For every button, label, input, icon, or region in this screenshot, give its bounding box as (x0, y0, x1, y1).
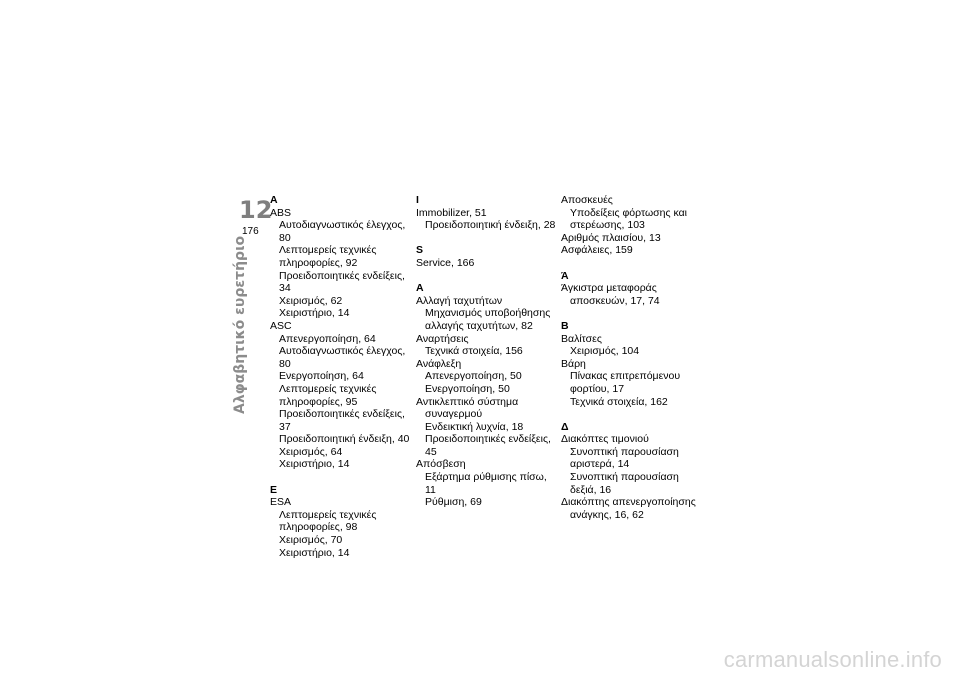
spacer (270, 471, 410, 484)
index-subentry: Εξάρτημα ρύθμισης πίσω, 11 (425, 471, 547, 496)
index-subentry: Αυτοδιαγνωστικός έλεγχος, 80 (279, 219, 406, 244)
index-letter: A (416, 282, 424, 295)
index-term: Service, 166 (416, 256, 475, 269)
index-term: Αλλαγή ταχυτήτων (416, 294, 503, 307)
index-subentry: Ρύθμιση, 69 (425, 496, 482, 509)
index-subentry: πληροφορίες, 98 (279, 521, 358, 534)
index-subentry: Συνοπτική παρουσίαση (570, 471, 679, 484)
spacer (416, 232, 556, 245)
index-letter: A (270, 194, 278, 206)
index-letter: I (416, 194, 419, 206)
index-subentry: πληροφορίες, 95 (279, 395, 358, 408)
index-subentry: συναγερμού (425, 408, 483, 421)
index-term: Αναρτήσεις (416, 332, 469, 345)
index-subentry: Χειρισμός, 62 (279, 294, 343, 307)
index-term: Βάρη (561, 357, 586, 370)
index-term: Αριθμός πλαισίου, 13 (561, 231, 661, 244)
index-subentry: Προειδοποιητικές ενδείξεις, 34 (279, 269, 405, 295)
index-subentry: Λεπτομερείς τεχνικές (279, 382, 377, 395)
index-subentry: Συνοπτική παρουσίαση (570, 445, 679, 458)
index-term: Απόσβεση (416, 458, 466, 471)
spacer (416, 270, 556, 283)
index-term: Ανάφλεξη (416, 357, 462, 370)
index-subentry: αριστερά, 14 (570, 458, 630, 471)
index-term: Διακόπτης απενεργοποίησης (561, 496, 696, 509)
index-subentry: Χειριστήριο, 14 (279, 307, 350, 320)
index-term: Βαλίτσες (561, 332, 602, 345)
index-term: ASC (270, 319, 292, 332)
index-letter: S (416, 244, 424, 257)
index-term: Ασφάλειες, 159 (561, 244, 633, 257)
index-column-3 (561, 194, 701, 521)
index-letter: Ά (561, 269, 569, 282)
spacer (561, 408, 701, 421)
index-subentry: Μηχανισμός υποβοήθησης (425, 307, 551, 320)
index-letter: B (561, 319, 569, 332)
index-subentry: Υποδείξεις φόρτωσης και (570, 206, 687, 219)
index-term: Αντικλεπτικό σύστημα (416, 395, 519, 408)
index-subentry: Πίνακας επιτρεπόμενου (570, 370, 681, 383)
index-subentry: πληροφορίες, 92 (279, 256, 358, 269)
spacer (561, 257, 701, 270)
index-subentry: Χειριστήριο, 14 (279, 458, 350, 471)
index-subentry: Προειδοποιητικές ενδείξεις, 37 (279, 408, 405, 433)
index-subentry: Ενεργοποίηση, 64 (279, 370, 364, 383)
index-subentry: Προειδοποιητικές ενδείξεις, 45 (425, 433, 551, 458)
index-subentry: Απενεργοποίηση, 50 (425, 370, 522, 383)
index-subentry: Απενεργοποίηση, 64 (279, 332, 376, 345)
index-subentry: στερέωσης, 103 (570, 219, 645, 232)
index-subentry: Χειριστήριο, 14 (279, 546, 350, 559)
index-column-1 (270, 194, 410, 559)
index-subentry: Τεχνικά στοιχεία, 156 (425, 345, 523, 358)
index-subentry: φορτίου, 17 (570, 382, 625, 395)
index-term: Αποσκευές (561, 194, 613, 206)
index-column-2 (416, 194, 556, 509)
index-subentry: Χειρισμός, 104 (570, 345, 640, 358)
page-number: 176 (242, 226, 259, 237)
index-subentry: Ενεργοποίηση, 50 (425, 382, 510, 395)
index-term: Διακόπτες τιμονιού (561, 433, 649, 446)
index-term: ABS (270, 206, 292, 219)
index-subentry: ανάγκης, 16, 62 (570, 508, 644, 521)
index-letter: Δ (561, 420, 569, 433)
index-subentry: δεξιά, 16 (570, 483, 612, 496)
index-subentry: Τεχνικά στοιχεία, 162 (570, 395, 668, 408)
index-subentry: Λεπτομερείς τεχνικές (279, 508, 377, 521)
chapter-number: 12 (239, 196, 273, 224)
index-term: ESA (270, 496, 292, 509)
index-subentry: Προειδοποιητική ένδειξη, 28 (425, 219, 556, 232)
index-subentry: αλλαγής ταχυτήτων, 82 (425, 319, 533, 332)
index-letter: E (270, 483, 278, 496)
index-term: Άγκιστρα μεταφοράς (561, 282, 657, 295)
section-title: Αλφαβητικό ευρετήριο (232, 235, 248, 414)
index-subentry: Λεπτομερείς τεχνικές (279, 244, 377, 257)
index-subentry: Αυτοδιαγνωστικός έλεγχος, 80 (279, 345, 406, 370)
index-subentry: Προειδοποιητική ένδειξη, 40 (279, 433, 410, 446)
watermark: carmanualsonline.info (723, 647, 942, 672)
index-subentry: Χειρισμός, 64 (279, 445, 343, 458)
index-subentry: αποσκευών, 17, 74 (570, 294, 660, 307)
index-term: Immobilizer, 51 (416, 206, 487, 219)
index-subentry: Ενδεικτική λυχνία, 18 (425, 420, 524, 433)
index-subentry: Χειρισμός, 70 (279, 534, 343, 547)
spacer (561, 307, 701, 320)
